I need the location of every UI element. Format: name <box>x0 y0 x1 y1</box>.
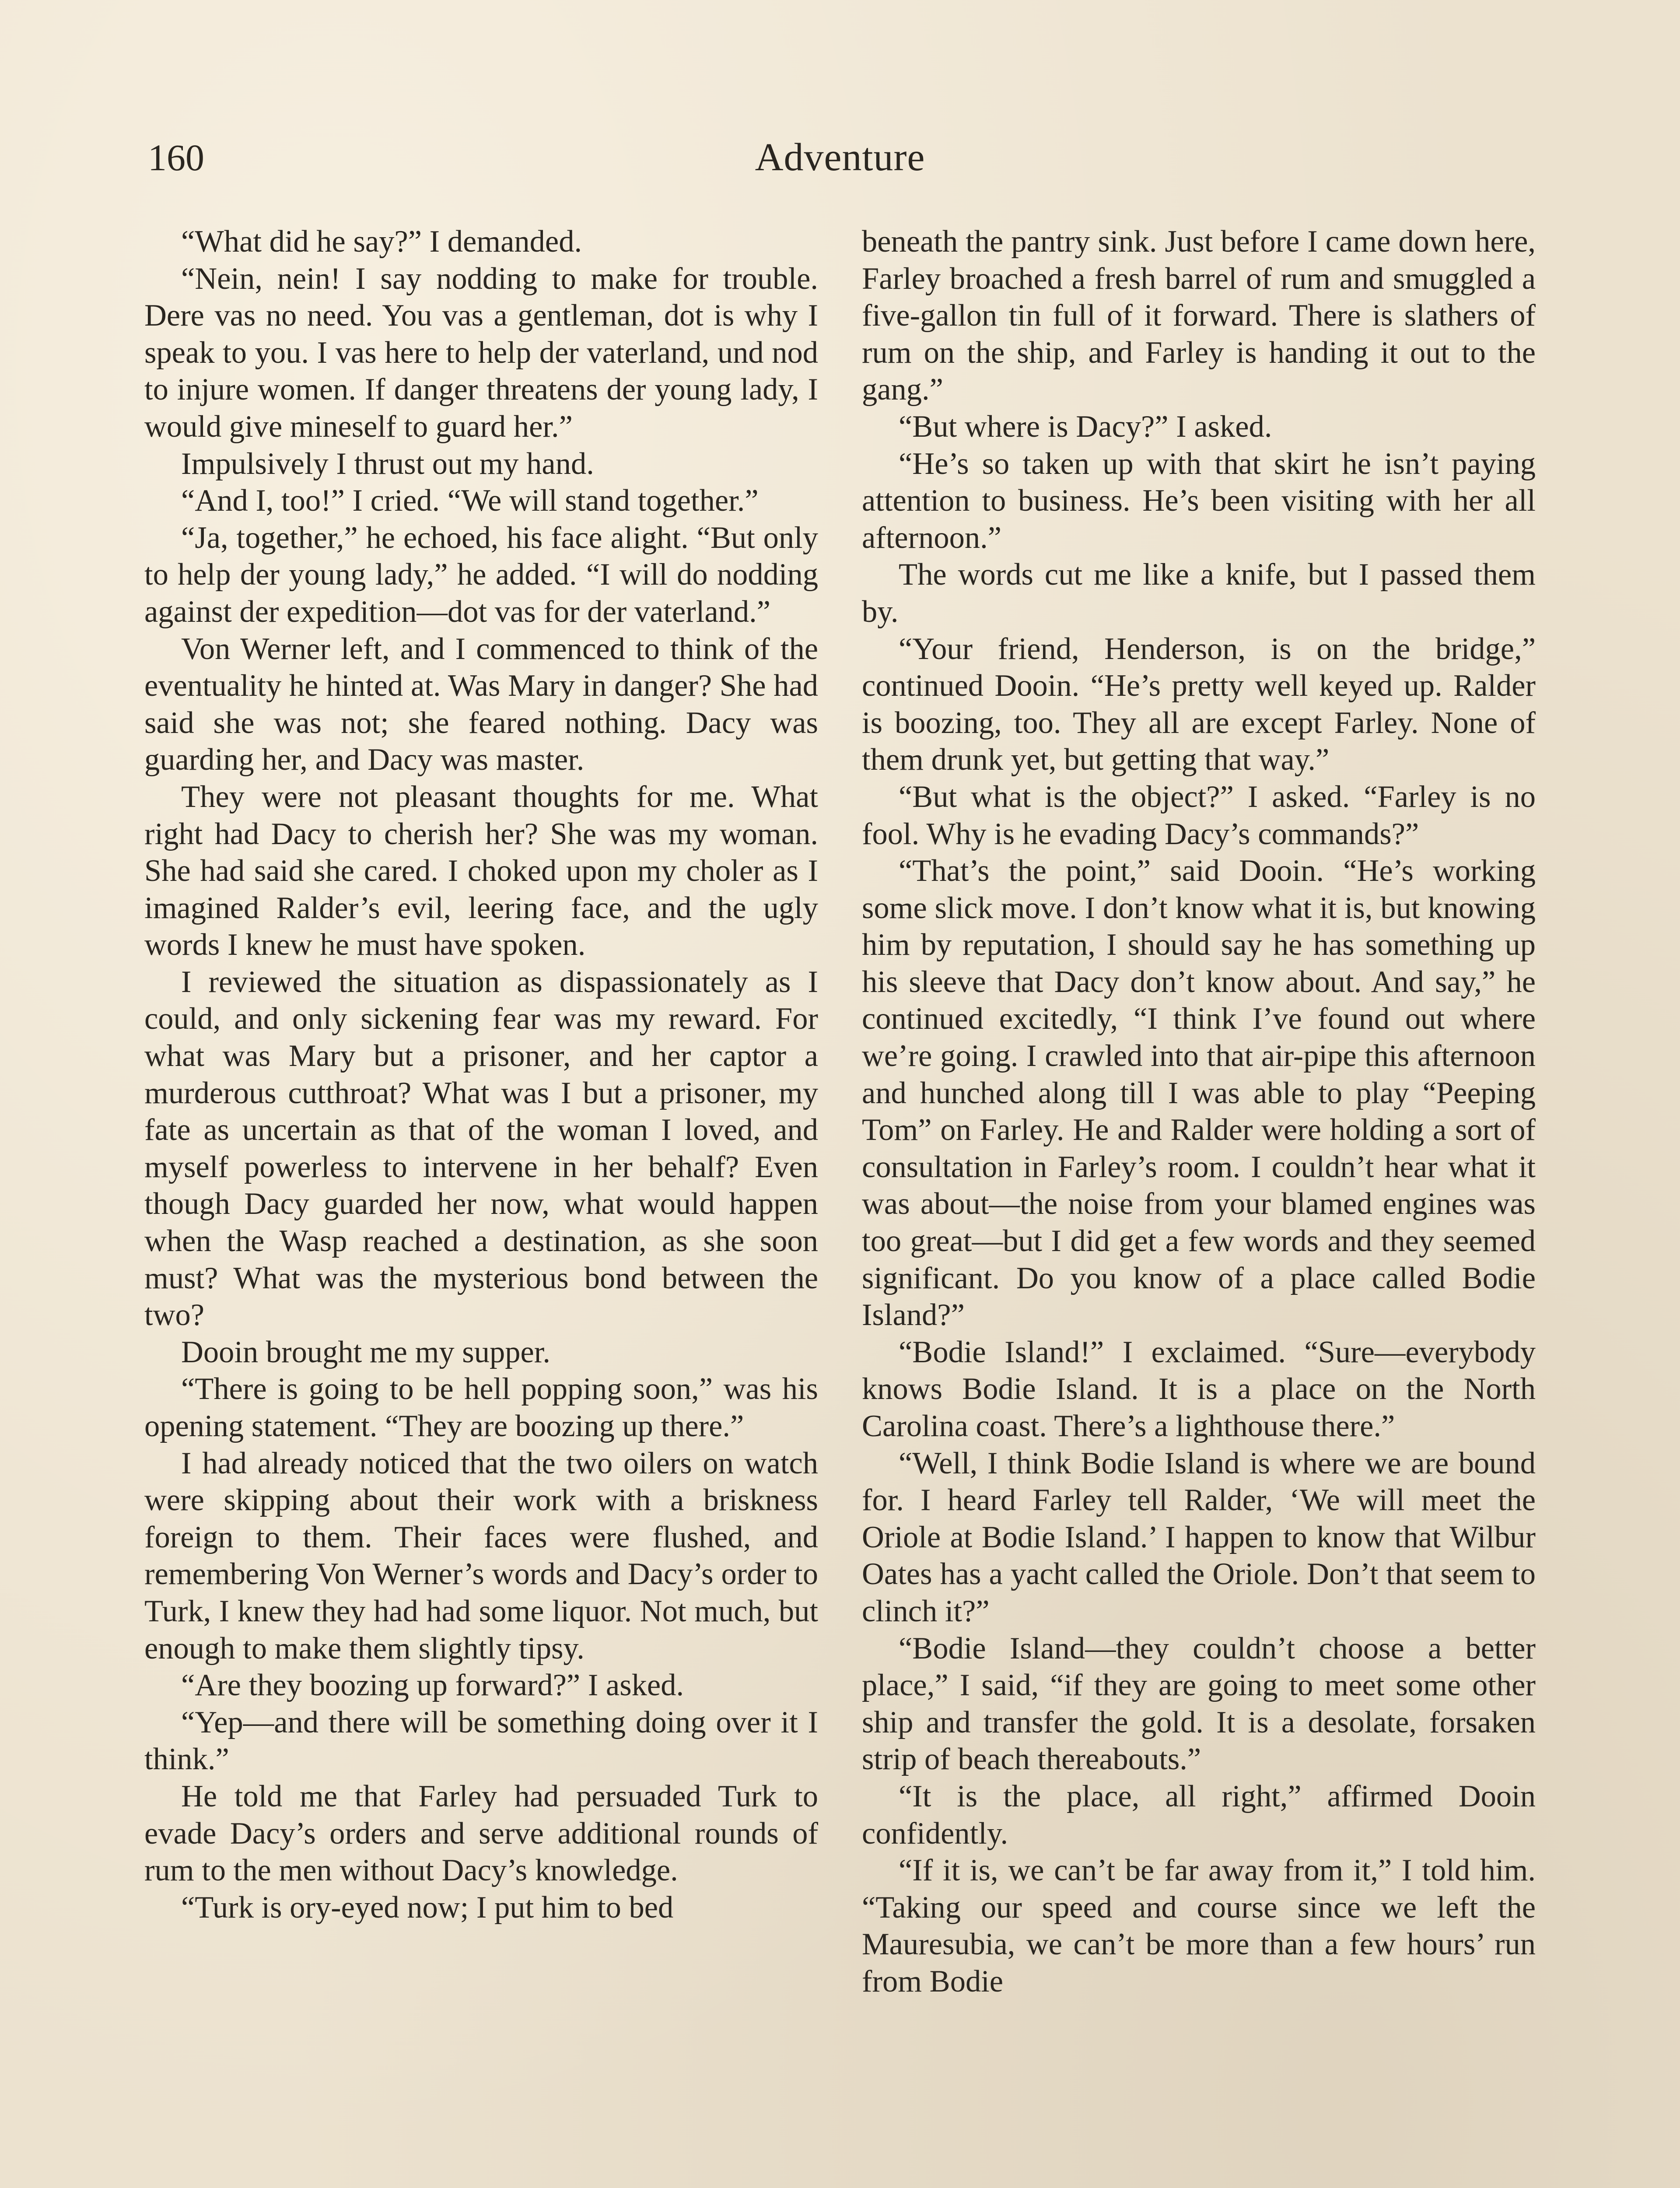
paragraph: “Bodie Island!” I exclaimed. “Sure—everybody knows Bodie Island. It is a place on the North Carolina coast. There’s a lighthouse there.” <box>862 1335 1536 1443</box>
paragraph: They were not pleasant thoughts for me. What right had Dacy to cherish her? She was my woman. She had said she cared. I choked upon my choler as I imagined Ralder’s evil, leering face, and the ugly words I knew he must have spoken. <box>144 779 818 962</box>
paragraph: “Are they boozing up forward?” I asked. <box>181 1668 684 1703</box>
paragraph: beneath the pantry sink. Just before I came down here, Farley broached a fresh barrel of rum and smuggled a five-gallon tin full of it forward. There is slathers of rum on the ship, and Farley is handing it out to the gang.” <box>862 224 1536 407</box>
paragraph: “What did he say?” I demanded. <box>181 224 582 259</box>
paragraph: “Ja, together,” he echoed, his face alight. “But only to help der young lady,” he added. “I will do nodding against der expedition—dot vas for der vaterland.” <box>144 520 818 629</box>
paragraph: “Nein, nein! I say nodding to make for trouble. Dere vas no need. You vas a gentleman, dot is why I speak to you. I vas here to help der vaterland, und nod to injure women. If danger threatens der young lady, I would give mineself to guard her.” <box>144 261 818 444</box>
paragraph: “But where is Dacy?” I asked. <box>899 409 1272 444</box>
paragraph: The words cut me like a knife, but I passed them by. <box>862 558 1536 629</box>
paragraph: I reviewed the situation as dispassionately as I could, and only sickening fear was my reward. For what was Mary but a prisoner, and her captor a murderous cutthroat? What was I but a prisoner, my fate as uncertain as that of the woman I loved, and myself powerless to intervene in her behalf? Even though Dacy guarded her now, what would happen when the Wasp reached a destination, as she soon must? What was the mysterious bond between the two? <box>144 964 818 1332</box>
paragraph: “But what is the object?” I asked. “Farley is no fool. Why is he evading Dacy’s commands?” <box>862 779 1536 851</box>
paragraph: “Your friend, Henderson, is on the bridge,” continued Dooin. “He’s pretty well keyed up. Ralder is boozing, too. They all are except Farley. None of them drunk yet, but getting that way.” <box>862 631 1536 777</box>
paragraph: Dooin brought me my supper. <box>181 1335 550 1369</box>
paragraph: Von Werner left, and I commenced to think of the eventuality he hinted at. Was Mary in danger? She had said she was not; she feared nothing. Dacy was guarding her, and Dacy was master. <box>144 631 818 777</box>
paragraph: Impulsively I thrust out my hand. <box>181 446 594 481</box>
paragraph: “If it is, we can’t be far away from it,” I told him. “Taking our speed and course since we left the Mauresubia, we can’t be more than a few hours’ run from Bodie <box>862 1853 1536 1999</box>
page-number: 160 <box>148 137 204 179</box>
paragraph: “He’s so taken up with that skirt he isn’t paying attention to business. He’s been visiting with her all afternoon.” <box>862 446 1536 555</box>
paragraph: “And I, too!” I cried. “We will stand together.” <box>181 484 759 518</box>
right-text-column <box>862 223 1536 2000</box>
page-header <box>144 131 1536 184</box>
left-text-column <box>144 223 818 1926</box>
paragraph: “Well, I think Bodie Island is where we are bound for. I heard Farley tell Ralder, ‘We will meet the Oriole at Bodie Island.’ I happen to know that Wilbur Oates has a yacht called the Oriole. Don’t that seem to clinch it?” <box>862 1446 1536 1628</box>
paragraph: “That’s the point,” said Dooin. “He’s working some slick move. I don’t know what it is, but knowing him by reputation, I should say he has something up his sleeve that Dacy don’t know about. And say,” he continued excitedly, “I think I’ve found out where we’re going. I crawled into that air-pipe this afternoon and hunched along till I was able to play “Peeping Tom” on Farley. He and Ralder were holding a sort of consultation in Farley’s room. I couldn’t hear what it was about—the noise from your blamed engines was too great—but I did get a few words and they seemed significant. Do you know of a place called Bodie Island?” <box>862 854 1536 1332</box>
paragraph: He told me that Farley had persuaded Turk to evade Dacy’s orders and serve additional rounds of rum to the men without Dacy’s knowledge. <box>144 1779 818 1888</box>
paragraph: “There is going to be hell popping soon,” was his opening statement. “They are boozing up there.” <box>144 1372 818 1443</box>
paragraph: “Turk is ory-eyed now; I put him to bed <box>181 1890 674 1925</box>
paragraph: “Yep—and there will be something doing over it I think.” <box>144 1705 818 1777</box>
paragraph: I had already noticed that the two oilers on watch were skipping about their work with a briskness foreign to them. Their faces were flushed, and remembering Von Werner’s words and Dacy’s order to Turk, I knew they had had some liquor. Not much, but enough to make them slightly tipsy. <box>144 1446 818 1666</box>
paragraph: “It is the place, all right,” affirmed Dooin confidently. <box>862 1779 1536 1851</box>
paragraph: “Bodie Island—they couldn’t choose a better place,” I said, “if they are going to meet some other ship and transfer the gold. It is a desolate, forsaken strip of beach thereabouts.” <box>862 1631 1536 1777</box>
running-head: Adventure <box>755 136 925 179</box>
